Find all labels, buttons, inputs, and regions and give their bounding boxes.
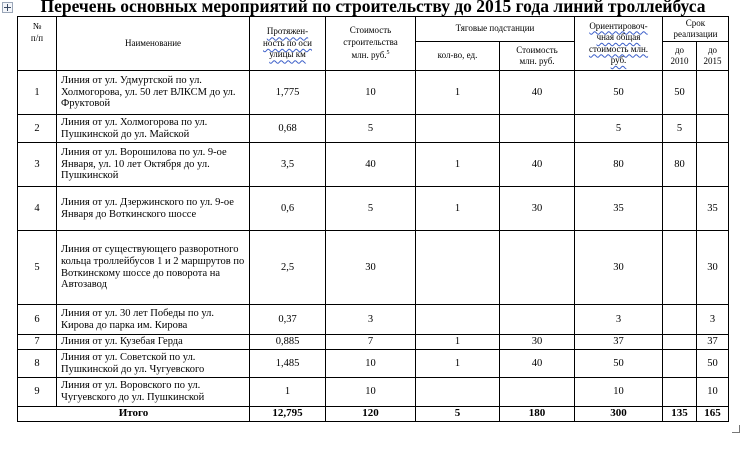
row-cost: 5 — [326, 187, 416, 231]
header-2015-label: до 2015 — [703, 44, 722, 66]
header-length-label: Протяжен- ность по оси улицы км — [263, 26, 312, 60]
row-2015: 30 — [697, 231, 729, 305]
row-2015: 10 — [697, 378, 729, 407]
row-length: 0,6 — [250, 187, 326, 231]
row-length: 1,775 — [250, 71, 326, 115]
header-cost — [326, 17, 416, 71]
table-row — [18, 71, 729, 115]
row-name-text: Линия от ул. Воровского по ул. Чугуевского до ул. Пушкинской — [61, 380, 205, 403]
row-total: 10 — [575, 378, 663, 407]
page-title: Перечень основных мероприятий по строительству до 2015 года линий троллейбуса — [40, 0, 706, 16]
row-name — [57, 378, 250, 407]
row-sub-count: 1 — [416, 71, 500, 115]
row-cost: 40 — [326, 143, 416, 187]
measures-table — [17, 16, 729, 422]
header-cost-footnote: 5 — [386, 50, 390, 57]
row-total: 5 — [575, 115, 663, 143]
table-row — [18, 305, 729, 335]
row-num: 7 — [18, 335, 57, 350]
row-sub-cost: 40 — [500, 71, 575, 115]
total-2015: 165 — [697, 407, 729, 422]
total-2010: 135 — [663, 407, 697, 422]
header-total-cost — [575, 17, 663, 71]
row-2010: 50 — [663, 71, 697, 115]
header-sub-count: кол-во, ед. — [416, 42, 500, 71]
row-sub-cost — [500, 378, 575, 407]
row-length: 2,5 — [250, 231, 326, 305]
row-cost: 10 — [326, 71, 416, 115]
total-cost: 120 — [326, 407, 416, 422]
table-row — [18, 115, 729, 143]
row-name — [57, 143, 250, 187]
row-2015 — [697, 115, 729, 143]
row-name-text: Линия от ул. Дзержинского по ул. 9-ое Января до Воткинского шоссе — [61, 196, 234, 220]
row-sub-count: 1 — [416, 350, 500, 378]
header-sub-cost-label: Стоимость млн. руб. — [516, 44, 558, 66]
row-name-text: Линия от ул. Кузебая Герда — [61, 336, 183, 348]
row-cost: 5 — [326, 115, 416, 143]
row-sub-cost — [500, 231, 575, 305]
row-name — [57, 305, 250, 335]
row-2010 — [663, 305, 697, 335]
resize-corner-mark — [732, 425, 740, 433]
row-name-text: Линия от ул. Удмуртской по ул. Холмогорова, ул. 50 лет ВЛКСМ до ул. Фруктовой — [61, 74, 236, 110]
row-name — [57, 335, 250, 350]
row-num: 6 — [18, 305, 57, 335]
header-sub-cost — [500, 42, 575, 71]
row-name — [57, 71, 250, 115]
row-2015: 35 — [697, 187, 729, 231]
row-2010 — [663, 335, 697, 350]
row-num: 8 — [18, 350, 57, 378]
total-total: 300 — [575, 407, 663, 422]
row-sub-count — [416, 115, 500, 143]
row-2015 — [697, 71, 729, 115]
row-total: 80 — [575, 143, 663, 187]
row-name — [57, 115, 250, 143]
row-total: 30 — [575, 231, 663, 305]
row-cost: 10 — [326, 378, 416, 407]
row-sub-cost — [500, 115, 575, 143]
table-row — [18, 187, 729, 231]
row-sub-count — [416, 378, 500, 407]
row-name — [57, 231, 250, 305]
row-num: 3 — [18, 143, 57, 187]
row-2010 — [663, 231, 697, 305]
table-row — [18, 335, 729, 350]
total-sub-count: 5 — [416, 407, 500, 422]
header-2015 — [697, 42, 729, 71]
row-name — [57, 350, 250, 378]
row-name-text: Линия от ул. Ворошилова по ул. 9-ое Января, ул. 10 лет Октября до ул. Пушкинской — [61, 146, 227, 182]
row-cost: 7 — [326, 335, 416, 350]
row-name-text: Линия от ул. Советской по ул. Пушкинской до ул. Чугуевского — [61, 351, 205, 375]
row-2010: 5 — [663, 115, 697, 143]
row-name — [57, 187, 250, 231]
row-cost: 30 — [326, 231, 416, 305]
row-sub-count — [416, 305, 500, 335]
totals-row — [18, 407, 729, 422]
row-sub-cost — [500, 305, 575, 335]
header-length — [250, 17, 326, 71]
row-num: 2 — [18, 115, 57, 143]
row-length: 0,885 — [250, 335, 326, 350]
row-2015: 37 — [697, 335, 729, 350]
row-num: 9 — [18, 378, 57, 407]
table-row — [18, 350, 729, 378]
row-2010 — [663, 350, 697, 378]
table-row — [18, 378, 729, 407]
row-total: 50 — [575, 71, 663, 115]
row-cost: 10 — [326, 350, 416, 378]
row-2010: 80 — [663, 143, 697, 187]
row-sub-count: 1 — [416, 187, 500, 231]
row-num: 5 — [18, 231, 57, 305]
header-terms — [663, 17, 729, 42]
row-2015: 3 — [697, 305, 729, 335]
header-num — [18, 17, 57, 71]
row-cost: 3 — [326, 305, 416, 335]
row-length: 0,37 — [250, 305, 326, 335]
row-2010 — [663, 378, 697, 407]
total-length: 12,795 — [250, 407, 326, 422]
row-2010 — [663, 187, 697, 231]
header-cost-label: Стоимость строительства млн. руб. — [343, 25, 398, 61]
row-name-text: Линия от существующего разворотного кольца троллейбусов 1 и 2 маршрутов по Воткинскому шоссе до поворота на Автозавод — [61, 243, 245, 291]
row-length: 3,5 — [250, 143, 326, 187]
row-sub-count: 1 — [416, 335, 500, 350]
row-name-text: Линия от ул. Холмогорова по ул. Пушкинской до ул. Майской — [61, 116, 208, 140]
row-total: 50 — [575, 350, 663, 378]
row-total: 35 — [575, 187, 663, 231]
header-total-cost-label: Ориентировоч- чная общая стоимость млн. руб. — [588, 20, 649, 65]
row-2015 — [697, 143, 729, 187]
row-sub-count: 1 — [416, 143, 500, 187]
header-substations: Тяговые подстанции — [416, 17, 575, 42]
row-sub-cost: 40 — [500, 350, 575, 378]
row-length: 0,68 — [250, 115, 326, 143]
header-name: Наименование — [57, 17, 250, 71]
row-name-text: Линия от ул. 30 лет Победы по ул. Кирова до парка им. Кирова — [61, 307, 215, 331]
table-row — [18, 231, 729, 305]
row-length: 1 — [250, 378, 326, 407]
row-sub-cost: 30 — [500, 187, 575, 231]
total-sub-cost: 180 — [500, 407, 575, 422]
row-sub-count — [416, 231, 500, 305]
row-total: 3 — [575, 305, 663, 335]
total-label: Итого — [18, 407, 250, 422]
header-2010-label: до 2010 — [670, 44, 689, 66]
table-row — [18, 143, 729, 187]
row-num: 4 — [18, 187, 57, 231]
header-2010 — [663, 42, 697, 71]
row-num: 1 — [18, 71, 57, 115]
row-2015: 50 — [697, 350, 729, 378]
header-terms-label: Срок реализации — [673, 17, 718, 39]
row-total: 37 — [575, 335, 663, 350]
row-sub-cost: 40 — [500, 143, 575, 187]
header-num-label: № п/п — [30, 21, 44, 43]
row-sub-cost: 30 — [500, 335, 575, 350]
row-length: 1,485 — [250, 350, 326, 378]
